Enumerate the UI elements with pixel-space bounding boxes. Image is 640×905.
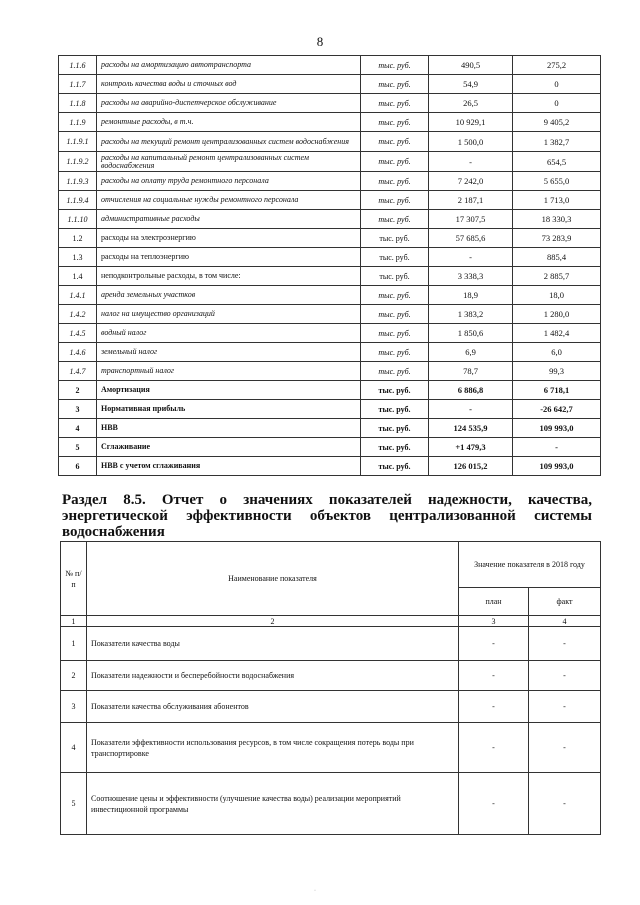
row-num: 3 [59,400,97,419]
table-row [59,286,601,305]
row-name: Показатели надежности и бесперебойности водоснабжения [87,661,459,691]
row-num: 4 [59,419,97,438]
row-num: 1.1.9.2 [59,152,97,172]
header-plan: план [459,588,529,616]
row-name: расходы на электроэнергию [97,229,361,248]
row-name: неподконтрольные расходы, в том числе: [97,267,361,286]
row-plan: - [459,723,529,773]
row-num: 1.1.7 [59,75,97,94]
row-unit: тыс. руб. [361,94,429,113]
row-unit: тыс. руб. [361,267,429,286]
row-name: расходы на оплату труда ремонтного персонала [97,172,361,191]
row-plan: 126 015,2 [429,457,513,476]
header-value-group: Значение показателя в 2018 году [459,542,601,588]
section-heading-line: водоснабжения [62,524,165,540]
row-fact: - [529,773,601,835]
table-row [59,324,601,343]
row-num: 1 [61,627,87,661]
row-name: Показатели эффективности использования ресурсов, в том числе сокращения потерь воды при транспортировке [87,723,459,773]
table-row [61,773,601,835]
row-plan: 10 929,1 [429,113,513,132]
row-num: 5 [59,438,97,457]
row-fact: 18,0 [513,286,601,305]
row-num: 2 [61,661,87,691]
row-unit: тыс. руб. [361,152,429,172]
row-fact: 275,2 [513,56,601,75]
row-name: расходы на текущий ремонт централизованных систем водоснабжения [97,132,361,152]
header-name: Наименование показателя [87,542,459,616]
row-num: 1.4.6 [59,343,97,362]
row-fact: 9 405,2 [513,113,601,132]
row-num: 1.4 [59,267,97,286]
row-fact: 654,5 [513,152,601,172]
row-num: 1.2 [59,229,97,248]
row-num: 1.4.5 [59,324,97,343]
row-plan: - [459,773,529,835]
row-unit: тыс. руб. [361,362,429,381]
row-num: 4 [61,723,87,773]
row-fact: 885,4 [513,248,601,267]
row-fact: 6 718,1 [513,381,601,400]
row-unit: тыс. руб. [361,248,429,267]
row-plan: - [459,661,529,691]
row-unit: тыс. руб. [361,457,429,476]
row-plan: 490,5 [429,56,513,75]
row-name: административные расходы [97,210,361,229]
row-name: земельный налог [97,343,361,362]
column-number: 1 [61,616,87,627]
column-number: 4 [529,616,601,627]
table-row [59,210,601,229]
row-num: 1.1.9 [59,113,97,132]
row-fact: 0 [513,94,601,113]
table-row [59,457,601,476]
row-unit: тыс. руб. [361,132,429,152]
row-plan: +1 479,3 [429,438,513,457]
row-plan: 6,9 [429,343,513,362]
row-fact: 109 993,0 [513,419,601,438]
row-fact: 109 993,0 [513,457,601,476]
row-num: 2 [59,381,97,400]
table-row [61,627,601,661]
section-heading [62,492,592,540]
row-name: ремонтные расходы, в т.ч. [97,113,361,132]
header-fact: факт [529,588,601,616]
row-name: контроль качества воды и сточных вод [97,75,361,94]
row-plan: - [429,152,513,172]
row-num: 1.1.9.3 [59,172,97,191]
row-fact: - [529,627,601,661]
row-num: 1.1.9.1 [59,132,97,152]
indicators-table [60,541,601,835]
table-row [61,723,601,773]
row-unit: тыс. руб. [361,75,429,94]
row-name: Амортизация [97,381,361,400]
row-name: расходы на аварийно-диспетчерское обслуживание [97,94,361,113]
row-num: 1.1.8 [59,94,97,113]
column-number: 2 [87,616,459,627]
header-num: № п/п [61,542,87,616]
row-fact: 2 885,7 [513,267,601,286]
row-unit: тыс. руб. [361,305,429,324]
row-plan: 57 685,6 [429,229,513,248]
cost-table-body [59,56,601,476]
table-row [61,661,601,691]
row-unit: тыс. руб. [361,172,429,191]
row-num: 1.1.6 [59,56,97,75]
row-plan: 6 886,8 [429,381,513,400]
row-unit: тыс. руб. [361,191,429,210]
row-unit: тыс. руб. [361,286,429,305]
row-unit: тыс. руб. [361,438,429,457]
row-name: транспортный налог [97,362,361,381]
row-plan: 78,7 [429,362,513,381]
row-fact: 0 [513,75,601,94]
row-unit: тыс. руб. [361,210,429,229]
row-plan: - [459,627,529,661]
row-plan: 1 383,2 [429,305,513,324]
table-row [59,132,601,152]
table-row [59,438,601,457]
row-plan: 2 187,1 [429,191,513,210]
table-row [59,362,601,381]
row-fact: 5 655,0 [513,172,601,191]
row-fact: 1 280,0 [513,305,601,324]
row-plan: 26,5 [429,94,513,113]
table-row [59,94,601,113]
section-heading-line: Раздел 8.5. Отчет о значениях показателей надежности, качества, [62,492,592,508]
section-heading-line: энергетической эффективности объектов централизованной системы [62,508,592,524]
page-number: 8 [316,34,324,49]
row-name: расходы на теплоэнергию [97,248,361,267]
table-row [59,152,601,172]
table-row [59,229,601,248]
row-plan: 1 500,0 [429,132,513,152]
row-plan: 18,9 [429,286,513,305]
table-row [59,267,601,286]
row-num: 3 [61,691,87,723]
row-name: Показатели качества обслуживания абонентов [87,691,459,723]
row-num: 5 [61,773,87,835]
row-fact: -26 642,7 [513,400,601,419]
row-fact: 6,0 [513,343,601,362]
row-unit: тыс. руб. [361,324,429,343]
row-num: 1.4.7 [59,362,97,381]
row-name: НВВ с учетом сглаживания [97,457,361,476]
row-num: 1.1.9.4 [59,191,97,210]
row-plan: 1 850,6 [429,324,513,343]
table-row [59,248,601,267]
row-fact: - [529,691,601,723]
column-number: 3 [459,616,529,627]
table-row [59,113,601,132]
table-row [59,400,601,419]
row-num: 1.1.10 [59,210,97,229]
row-unit: тыс. руб. [361,113,429,132]
row-name: Соотношение цены и эффективности (улучшение качества воды) реализации мероприятий инвестиционной программы [87,773,459,835]
table-row [59,75,601,94]
row-unit: тыс. руб. [361,229,429,248]
row-fact: - [529,661,601,691]
row-name: расходы на амортизацию автотранспорта [97,56,361,75]
table-row [59,343,601,362]
cost-table [58,55,601,476]
row-name: водный налог [97,324,361,343]
row-name: Нормативная прибыль [97,400,361,419]
row-plan: - [459,691,529,723]
row-fact: - [513,438,601,457]
row-plan: 54,9 [429,75,513,94]
row-unit: тыс. руб. [361,343,429,362]
row-fact: 18 330,3 [513,210,601,229]
row-unit: тыс. руб. [361,400,429,419]
row-unit: тыс. руб. [361,419,429,438]
row-plan: 3 338,3 [429,267,513,286]
row-plan: 17 307,5 [429,210,513,229]
row-num: 1.4.2 [59,305,97,324]
row-name: НВВ [97,419,361,438]
row-name: Показатели качества воды [87,627,459,661]
row-fact: 1 382,7 [513,132,601,152]
row-unit: тыс. руб. [361,381,429,400]
row-name: расходы на капитальный ремонт централизованных систем водоснабжения [97,152,361,172]
row-plan: - [429,248,513,267]
footer-mark: · [314,888,316,894]
row-name: отчисления на социальные нужды ремонтного персонала [97,191,361,210]
row-fact: 1 482,4 [513,324,601,343]
table-row [59,381,601,400]
row-num: 6 [59,457,97,476]
row-name: аренда земельных участков [97,286,361,305]
row-plan: - [429,400,513,419]
table-row [59,419,601,438]
row-unit: тыс. руб. [361,56,429,75]
row-num: 1.3 [59,248,97,267]
table-row [61,691,601,723]
row-plan: 7 242,0 [429,172,513,191]
table-row [59,172,601,191]
row-fact: - [529,723,601,773]
row-fact: 1 713,0 [513,191,601,210]
table-row [59,56,601,75]
row-fact: 73 283,9 [513,229,601,248]
table-row [59,191,601,210]
row-name: налог на имущество организаций [97,305,361,324]
row-plan: 124 535,9 [429,419,513,438]
row-fact: 99,3 [513,362,601,381]
row-name: Сглаживание [97,438,361,457]
row-num: 1.4.1 [59,286,97,305]
table-row [59,305,601,324]
